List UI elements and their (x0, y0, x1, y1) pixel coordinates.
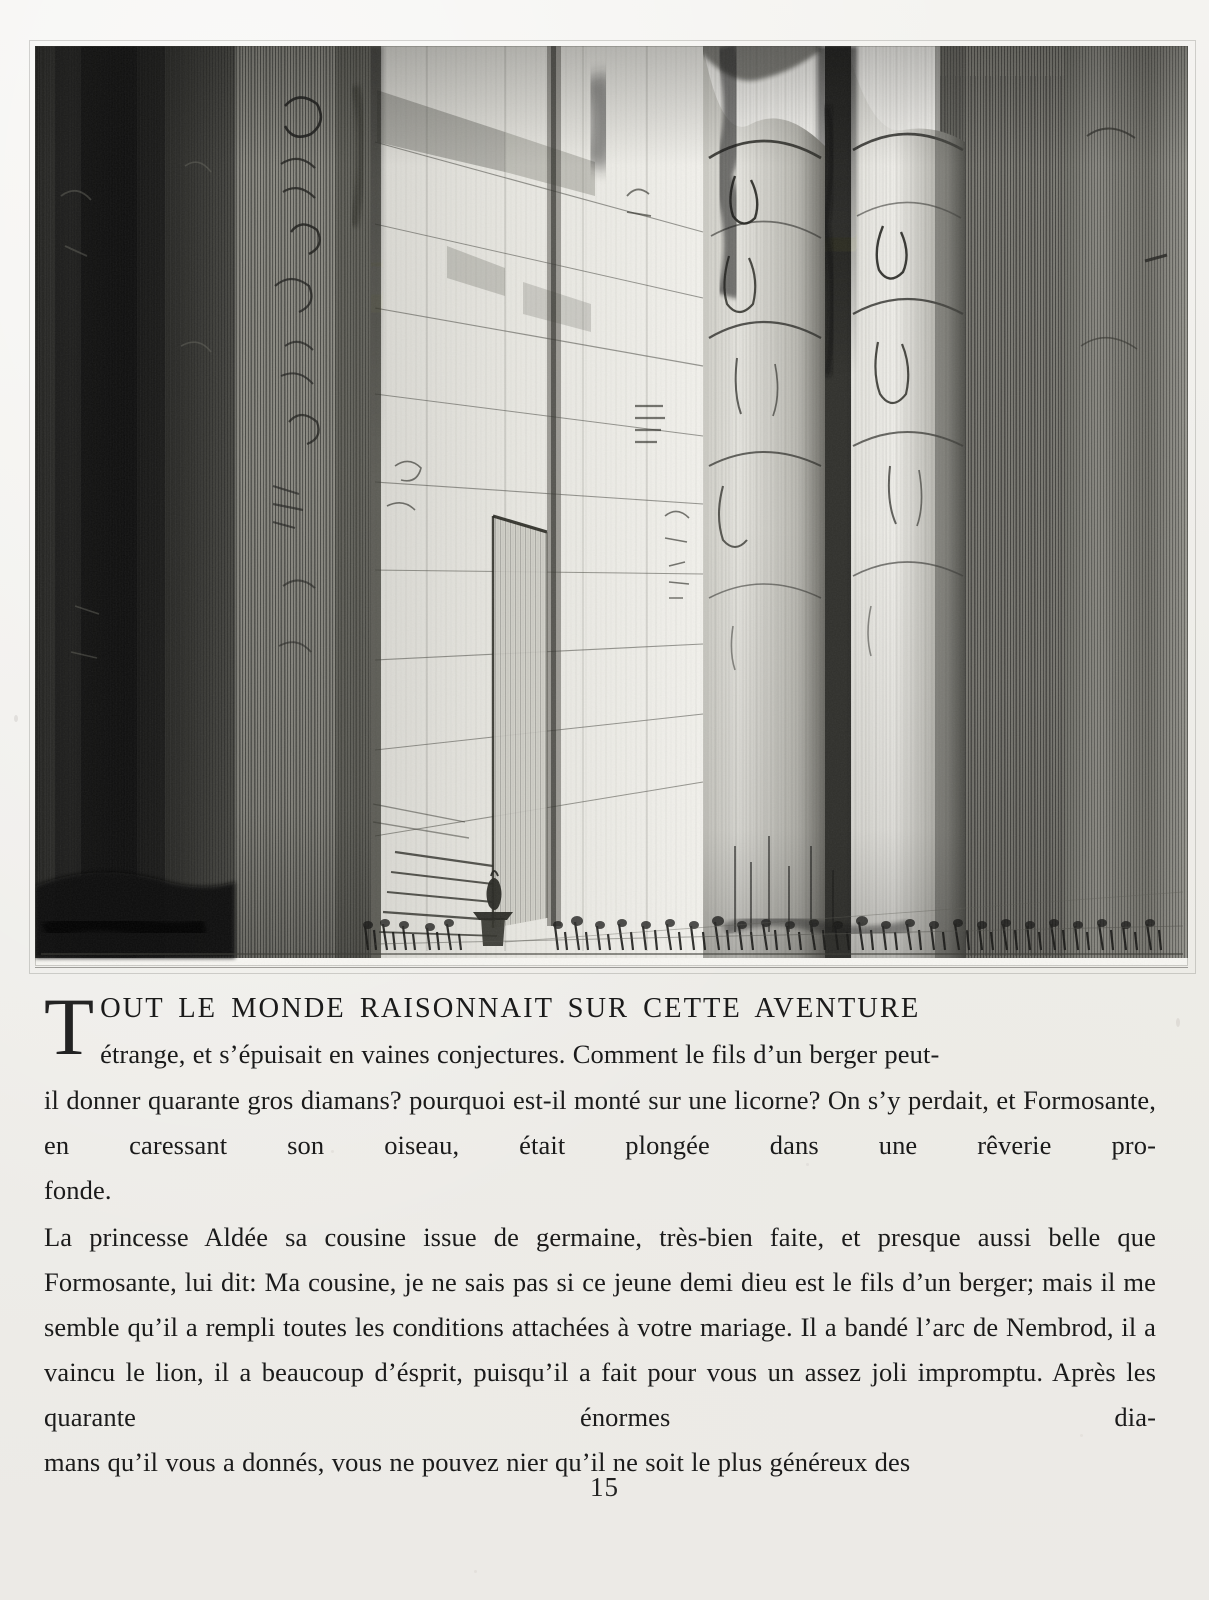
etching-svg (35, 46, 1188, 966)
paper-speck (474, 1570, 477, 1573)
illustration-plate (35, 46, 1188, 966)
paragraph-two: La princesse Aldée sa cousine issue de germaine, très-bien faite, et presque aussi belle que Formosante, lui dit: Ma cousine, je ne sais pas si ce jeune demi dieu est le fils d’un berger; mais il me semble qu’il a rempli toutes les conditions attachées à votre mariage. Il a bandé l’arc de Nembrod, il a vaincu le lion, il a beaucoup d’ésprit, puisqu’il a fait pour vous un assez joli impromptu. Après les quarante énormes dia- (44, 1222, 1156, 1432)
paragraph-two-last-line: mans qu’il vous a donnés, vous ne pouvez nier qu’il ne soit le plus généreux des (44, 1447, 911, 1477)
opening-paragraph (44, 981, 1156, 1078)
paragraph-one-last-line: fonde. (44, 1175, 112, 1205)
plate-bottom-rule (35, 967, 1188, 968)
drop-cap-T: T (44, 981, 95, 1072)
page-number (0, 1472, 1209, 1503)
paragraph-one-body: il donner quarante gros diamans? pourquoi est-il monté sur une licorne? On s’y perdait, et Formosante, en caressant son oiseau, était plongée dans une rêverie pro- (44, 1085, 1156, 1160)
folio-value: 15 (590, 1472, 619, 1502)
body-text (44, 981, 1156, 1485)
opening-smallcaps-line: OUT LE MONDE RAISONNAIT SUR CETTE AVENTURE (100, 993, 921, 1024)
etching-image (35, 46, 1188, 966)
paper-speck (14, 715, 18, 722)
opening-second-line: étrange, et s’épuisait en vaines conjectures. Comment le fils d’un berger peut- (100, 1039, 940, 1069)
paper-speck (1176, 1018, 1180, 1027)
